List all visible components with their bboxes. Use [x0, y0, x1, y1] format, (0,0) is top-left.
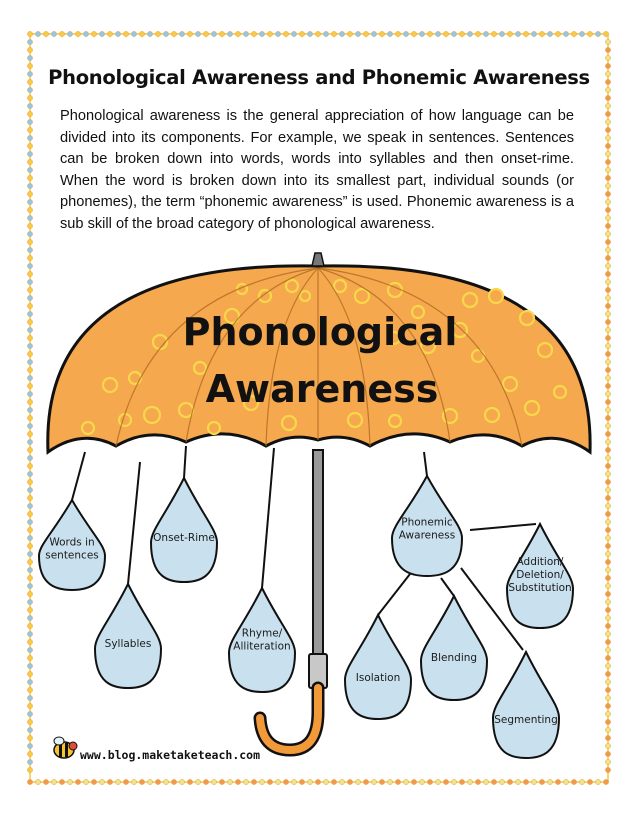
- raindrop-shape: [151, 478, 217, 582]
- bee-logo-icon: [50, 736, 78, 760]
- drop-rhyme: [229, 588, 295, 692]
- page-title: Phonological Awareness and Phonemic Awareness: [48, 66, 590, 89]
- string-phonemic-blending: [441, 578, 454, 596]
- drop-label: Onset-Rime: [153, 532, 215, 544]
- drop-phonemic: [392, 476, 462, 576]
- drop-label: Alliteration: [233, 640, 291, 653]
- drop-label: Rhyme/: [241, 627, 283, 640]
- footer-url: www.blog.maketaketeach.com: [80, 748, 261, 762]
- drop-blending: [421, 596, 487, 700]
- umbrella-tip: [312, 253, 324, 266]
- drop-label: Substitution: [508, 582, 572, 594]
- drop-label: Awareness: [398, 529, 456, 542]
- canopy-dot: [129, 372, 141, 384]
- canopy-dot: [119, 414, 131, 426]
- canopy-dot: [355, 289, 369, 303]
- canopy-dot: [179, 403, 193, 417]
- canopy-dot: [389, 415, 401, 427]
- canopy-dot: [348, 413, 362, 427]
- canopy-dot: [538, 343, 552, 357]
- drop-segmenting: [493, 652, 559, 758]
- drops-layer: [39, 476, 573, 758]
- canopy-dot: [194, 362, 206, 374]
- drop-syllables: [95, 584, 161, 688]
- string-rhyme: [262, 448, 274, 588]
- drop-addition: [507, 524, 573, 628]
- canopy-dot: [300, 291, 310, 301]
- drop-label: Segmenting: [494, 714, 558, 726]
- string-phonemic-addition: [470, 524, 536, 530]
- raindrop-shape: [95, 584, 161, 688]
- drop-label: Addition/: [516, 556, 564, 568]
- drop-label: Phonemic: [401, 516, 453, 529]
- drop-label: sentences: [45, 549, 99, 562]
- canopy-dot: [463, 293, 477, 307]
- canopy-dot: [208, 422, 220, 434]
- drop-onset: [151, 478, 217, 582]
- raindrop-shape: [345, 615, 411, 719]
- string-phonemic-isolation: [378, 574, 410, 615]
- umbrella-title-line1: Phonological: [182, 310, 458, 354]
- canopy-dot: [525, 401, 539, 415]
- canopy-dot: [286, 280, 298, 292]
- drop-label: Words in: [49, 536, 95, 549]
- canopy-dot: [503, 377, 517, 391]
- canopy-dot: [334, 280, 346, 292]
- umbrella-handle-fill: [260, 688, 318, 750]
- canopy-dot: [103, 378, 117, 392]
- drop-label: Deletion/: [516, 569, 564, 581]
- canopy-dot: [282, 416, 296, 430]
- canopy-dot: [520, 311, 534, 325]
- canopy-dot: [82, 422, 94, 434]
- umbrella-shaft: [313, 450, 323, 658]
- raindrop-shape: [493, 652, 559, 758]
- raindrop-shape: [421, 596, 487, 700]
- drop-words: [39, 500, 105, 590]
- drop-label: Isolation: [355, 672, 401, 684]
- umbrella-title-line2: Awareness: [205, 367, 439, 411]
- string-phonemic: [424, 452, 427, 476]
- string-syllables: [128, 462, 140, 584]
- string-words: [72, 452, 85, 500]
- intro-paragraph: Phonological awareness is the general appreciation of how language can be divided into its components. For example, we speak in sentences. Sentences can be broken down into words, words into syllables and then onset-rime. When the word is broken down into its smallest part, individual sounds (or phonemes), the term “phonemic awareness” is used. Phonemic awareness is a sub skill of the broad category of phonological awareness.: [60, 108, 574, 232]
- canopy-dot: [489, 289, 503, 303]
- drop-isolation: [345, 615, 411, 719]
- canopy-dot: [144, 407, 160, 423]
- canopy-dot: [554, 386, 566, 398]
- drop-label: Syllables: [104, 638, 152, 650]
- canopy-dot: [485, 408, 499, 422]
- canopy-dot: [259, 290, 271, 302]
- drop-label: Blending: [430, 652, 478, 664]
- canopy-dot: [472, 350, 484, 362]
- string-onset: [184, 446, 186, 478]
